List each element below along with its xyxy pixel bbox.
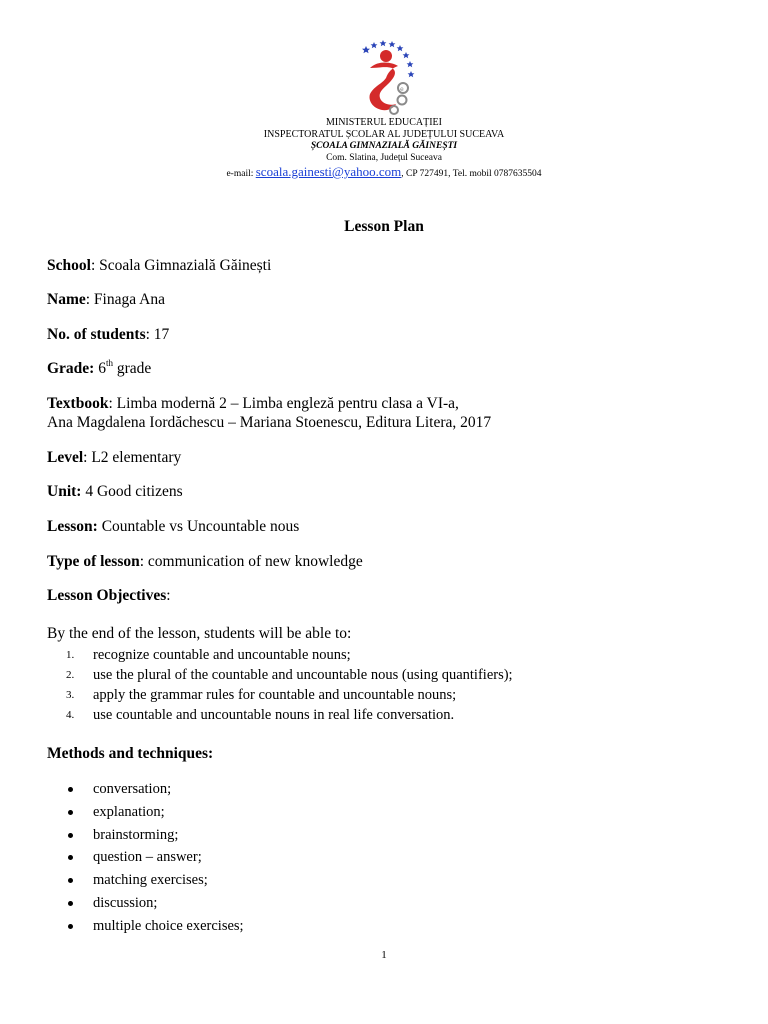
- field-type: [47, 552, 363, 572]
- list-item: [66, 705, 513, 725]
- list-item-text: brainstorming;: [93, 826, 179, 843]
- page-number: 1: [381, 949, 387, 961]
- field-students: [47, 325, 169, 345]
- bullet-icon: [68, 787, 73, 792]
- field-value: grade: [113, 360, 152, 377]
- list-item-text: use the plural of the countable and uncountable nous (using quantifiers);: [93, 667, 513, 683]
- list-item-text: question – answer;: [93, 849, 202, 866]
- list-item: [66, 892, 244, 915]
- list-item-text: multiple choice exercises;: [93, 917, 244, 934]
- field-name: [47, 290, 165, 310]
- list-item-text: recognize countable and uncountable nouns;: [93, 647, 351, 663]
- list-item: [66, 869, 244, 892]
- list-item: [66, 665, 513, 685]
- field-label: Lesson:: [47, 518, 98, 535]
- field-label: Lesson Objectives: [47, 587, 167, 604]
- field-value: 4 Good citizens: [81, 483, 183, 500]
- field-textbook-line2: Ana Magdalena Iordăchescu – Mariana Stoenescu, Editura Litera, 2017: [47, 414, 492, 431]
- field-value: :: [166, 587, 171, 604]
- field-label: Textbook: [47, 395, 109, 412]
- school-name-line: ȘCOALA GIMNAZIALĂ GĂINEȘTI: [310, 141, 458, 151]
- bullet-icon: [68, 924, 73, 929]
- field-label: School: [47, 257, 91, 274]
- field-unit: [47, 482, 183, 502]
- ministry-line: MINISTERUL EDUCAȚIEI: [325, 117, 442, 128]
- list-item-text: matching exercises;: [93, 872, 208, 889]
- methods-list: [66, 778, 244, 938]
- field-grade: [47, 359, 151, 379]
- field-textbook: [47, 394, 459, 414]
- list-item: [66, 645, 513, 665]
- field-school: [47, 256, 271, 276]
- bullet-icon: [68, 855, 73, 860]
- list-item-text: apply the grammar rules for countable and uncountable nouns;: [93, 687, 457, 703]
- contact-rest: , CP 727491, Tel. mobil 0787635504: [401, 169, 542, 179]
- bullet-icon: [68, 810, 73, 815]
- list-item: [66, 915, 244, 938]
- field-label: No. of students: [47, 326, 146, 343]
- page-title: Lesson Plan: [344, 218, 424, 235]
- field-value: Countable vs Uncountable nous: [97, 518, 300, 535]
- list-item-text: conversation;: [93, 781, 172, 797]
- methods-heading: [47, 744, 213, 764]
- field-label: Name: [47, 291, 86, 308]
- list-number: 1.: [66, 649, 75, 661]
- field-label: Methods and techniques:: [47, 745, 214, 762]
- email-link[interactable]: scoala.gainesti@yahoo.com: [255, 164, 402, 179]
- bullet-icon: [68, 878, 73, 883]
- list-number: 2.: [66, 669, 75, 681]
- field-value: : Finaga Ana: [85, 291, 165, 308]
- email-label: e-mail:: [226, 169, 254, 179]
- field-value: 6: [94, 360, 106, 377]
- list-item: [66, 801, 244, 824]
- field-value: : Limba modernă 2 – Limba engleză pentru clasa a VI-a,: [108, 395, 459, 412]
- field-value: : 17: [145, 326, 170, 343]
- list-item: [66, 685, 513, 705]
- field-value: : L2 elementary: [83, 449, 182, 466]
- field-lesson: [47, 517, 299, 537]
- list-item-text: discussion;: [93, 894, 158, 911]
- bullet-icon: [68, 833, 73, 838]
- field-level: [47, 448, 181, 468]
- field-value: : communication of new knowledge: [139, 553, 363, 570]
- list-number: 3.: [66, 689, 75, 701]
- field-label: Type of lesson: [47, 553, 140, 570]
- field-label: Level: [47, 449, 84, 466]
- address-line: Com. Slatina, Județul Suceava: [326, 153, 442, 163]
- list-item: [66, 846, 244, 869]
- objectives-list: [66, 645, 513, 725]
- list-number: 4.: [66, 709, 75, 721]
- field-objectives: [47, 586, 171, 606]
- inspectorate-line: INSPECTORATUL ȘCOLAR AL JUDEȚULUI SUCEAVA: [263, 129, 505, 140]
- svg-text:e: e: [400, 86, 404, 93]
- contact-line: [0, 164, 768, 182]
- field-label: Unit:: [47, 483, 82, 500]
- list-item: [66, 778, 244, 801]
- field-label: Grade:: [47, 360, 95, 377]
- school-logo-icon: [348, 38, 420, 116]
- list-item-text: explanation;: [93, 803, 165, 820]
- field-value: : Scoala Gimnazială Găinești: [90, 257, 272, 274]
- list-item-text: use countable and uncountable nouns in real life conversation.: [93, 707, 455, 723]
- bullet-icon: [68, 901, 73, 906]
- list-item: [66, 824, 244, 847]
- field-value-sup: th: [105, 357, 113, 368]
- objectives-intro: By the end of the lesson, students will be able to:: [47, 625, 352, 642]
